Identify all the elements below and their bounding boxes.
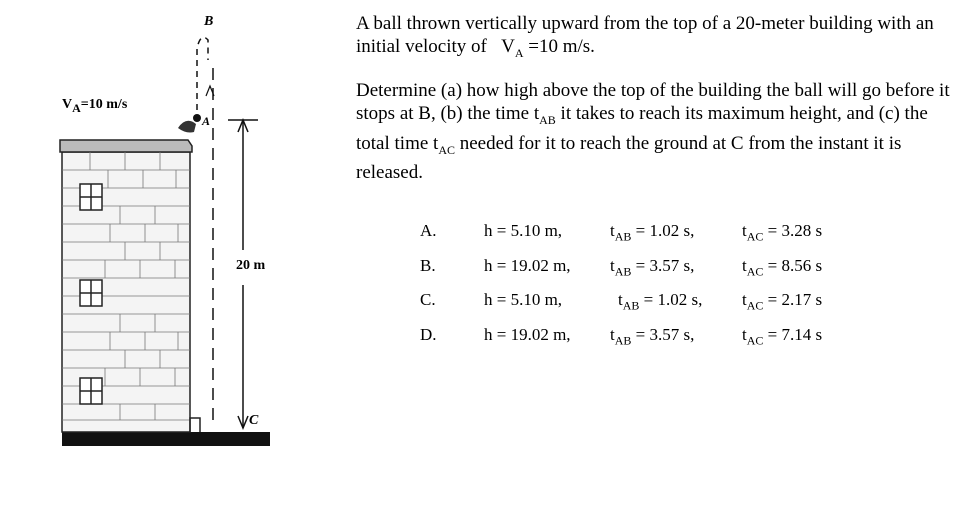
option-b-letter[interactable]: B. [420,256,436,275]
question-paragraph-2: Determine (a) how high above the top of the building the ball will go before it stops at B, (b) the time $t_{AB}$ it takes to reach its maximum height, and (c) the total time $t_{AC}$ needed for it to reach the ground at C from the instant it is released. [356,79,950,184]
base-step [190,418,200,432]
point-a-label: A [202,114,211,128]
va-label: $V_A=10$ m/s [62,97,128,115]
option-b-tac: $t_{AC} = 8.56$ s [742,256,823,279]
building-figure [0,0,340,502]
option-d-letter[interactable]: D. [420,325,437,344]
point-c-label: C [249,413,259,428]
option-b-tab: $t_{AB} = 3.57$ s, [610,256,695,279]
ball [193,114,201,122]
option-d-h: h = 19.02 m, [484,325,571,344]
option-a-tab: $t_{AB} = 1.02$ s, [610,221,695,244]
trajectory [197,37,213,424]
height-label: 20 m [236,258,266,273]
option-b-h: h = 19.02 m, [484,256,571,275]
ground [62,432,270,446]
roof-ledge [60,140,192,152]
option-c-letter[interactable]: C. [420,290,436,309]
hand [178,121,196,133]
option-d-tab: $t_{AB} = 3.57$ s, [610,325,695,348]
option-d-tac: $t_{AC} = 7.14$ s [742,325,823,348]
point-b-label: B [204,14,214,29]
option-c-tac: $t_{AC} = 2.17$ s [742,290,823,313]
option-c-tab: $t_{AB} = 1.02$ s, [618,290,703,313]
option-a-letter[interactable]: A. [420,221,437,240]
question-paragraph-1: A ball thrown vertically upward from the top of a 20-meter building with an initial velocity of $V_A =10$ m/s. [356,13,934,60]
question-text [356,12,956,198]
option-a-tac: $t_{AC} = 3.28$ s [742,221,823,244]
height-dimension [228,120,258,428]
option-a-h: h = 5.10 m, [484,221,563,240]
building-diagram [0,0,340,502]
option-c-h: h = 5.10 m, [484,290,563,309]
